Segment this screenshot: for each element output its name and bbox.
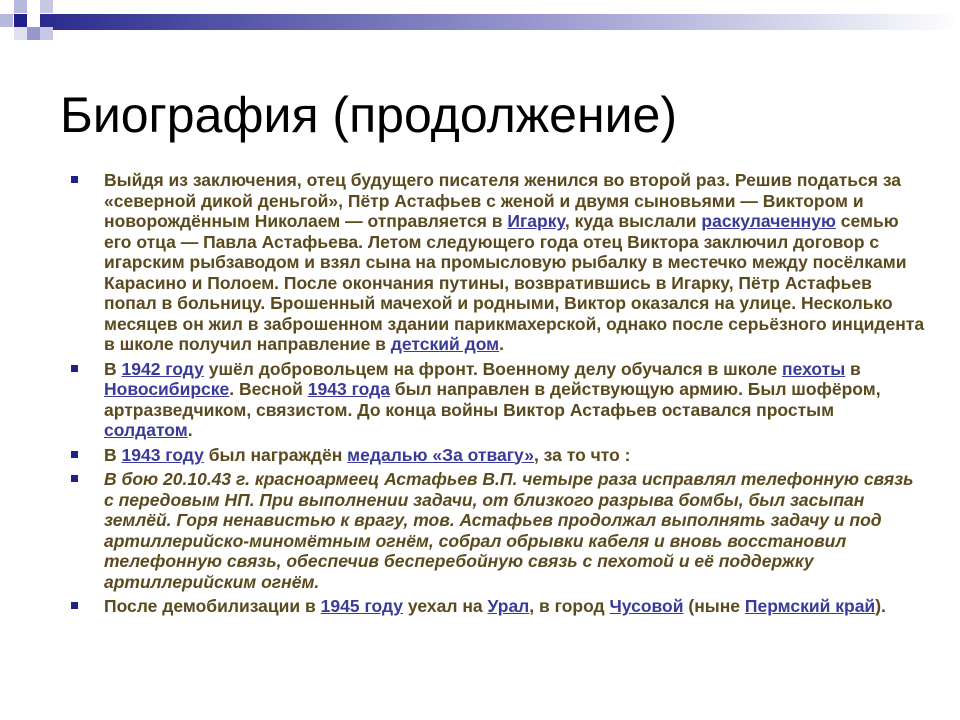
link-1943[interactable]: 1943 году bbox=[121, 444, 204, 465]
bullet-item-demobilization bbox=[86, 596, 926, 617]
link-pekhota[interactable]: пехоты bbox=[782, 358, 846, 379]
square-bullet-icon bbox=[71, 602, 78, 609]
text-segment: В bbox=[104, 444, 122, 465]
text-segment: . bbox=[499, 334, 505, 354]
text-segment: был направлен в действующую армию. Был шофёром, артразведчиком, связистом. До конца войны Виктор Астафьев оставался простым bbox=[104, 379, 881, 420]
text-segment: , в город bbox=[529, 596, 610, 616]
link-chusovoy[interactable]: Чусовой bbox=[609, 596, 684, 616]
citation-text: В бою 20.10.43 г. красноармеец Астафьев В.П. четыре раза исправлял телефонную связь с передовым НП. При выполнении задачи, от близкого разрыва бомбы, был засыпан землёй. Горя ненавистью к врагу, тов. Астафьев продолжал выполнять задачу и под артиллерийско-миномётным огнём, собрал обрывки кабеля и вновь восстановил телефонную связь, обеспечив бесперебойную связь с пехотой и её поддержку артиллерийским огнём. bbox=[104, 469, 914, 592]
text-segment: был награждён bbox=[203, 444, 348, 465]
square-bullet-icon bbox=[71, 176, 78, 183]
link-raskulachennuyu[interactable]: раскулаченную bbox=[701, 211, 836, 231]
deco-square-7 bbox=[14, 27, 27, 40]
deco-square-1 bbox=[14, 0, 27, 13]
link-soldat[interactable]: солдатом bbox=[104, 420, 188, 440]
text-segment: ушёл добровольцем на фронт. Военному делу обучался в школе bbox=[203, 358, 783, 379]
link-ural[interactable]: Урал bbox=[487, 596, 530, 616]
text-segment: в bbox=[845, 358, 861, 379]
link-medal-za-otvagu[interactable]: медалью «За отвагу» bbox=[347, 444, 534, 465]
bullet-item-childhood bbox=[86, 170, 926, 355]
square-bullet-icon bbox=[71, 451, 78, 458]
link-igarka[interactable]: Игарку bbox=[507, 211, 565, 231]
text-segment: , куда выслали bbox=[564, 211, 702, 231]
deco-square-6 bbox=[40, 27, 53, 40]
text-segment: (ныне bbox=[683, 596, 745, 616]
text-segment: . Весной bbox=[229, 379, 308, 399]
deco-square-5 bbox=[27, 27, 40, 40]
text-segment: . bbox=[187, 420, 193, 440]
deco-square-2 bbox=[0, 14, 13, 27]
link-permskiy-kray[interactable]: Пермский край bbox=[744, 596, 876, 616]
link-novosibirsk[interactable]: Новосибирске bbox=[104, 379, 230, 399]
text-segment: Выйдя из заключения, отец будущего писателя женился во второй раз. Решив податься за «северной дикой деньгой», Пётр Астафьев с женой и двумя сыновьями — Виктором и новорождённым Николаем — отправляется в bbox=[104, 170, 902, 231]
bullet-item-medal bbox=[86, 445, 926, 466]
link-1943-spring[interactable]: 1943 года bbox=[307, 379, 390, 399]
text-segment: После демобилизации в bbox=[104, 596, 321, 616]
deco-square-3 bbox=[14, 14, 27, 27]
bullet-item-citation bbox=[86, 469, 926, 592]
bullet-item-front bbox=[86, 359, 926, 441]
link-1942[interactable]: 1942 году bbox=[121, 358, 204, 379]
text-segment: уехал на bbox=[403, 596, 488, 616]
deco-square-4 bbox=[40, 0, 53, 13]
bullet-list bbox=[86, 170, 926, 621]
square-bullet-icon bbox=[71, 365, 78, 372]
text-segment: , за то что : bbox=[533, 444, 631, 465]
link-detskiy-dom[interactable]: детский дом bbox=[390, 334, 500, 354]
text-segment: семью его отца — Павла Астафьева. Летом следующего года отец Виктора заключил договор с игарским рыбзаводом и взял сына на промысловую рыбалку в местечко между посёлками Карасино и Полоем. После окончания путины, возвратившись в Игарку, Пётр Астафьев попал в больницу. Брошенный мачехой и родными, Виктор оказался на улице. Несколько месяцев он жил в заброшенном здании парикмахерской, однако после серьёзного инцидента в школе получил направление в bbox=[104, 211, 925, 354]
link-1945[interactable]: 1945 году bbox=[320, 596, 404, 616]
header-decoration bbox=[0, 0, 960, 60]
text-segment: ). bbox=[875, 596, 886, 616]
header-gradient-band bbox=[40, 14, 960, 30]
square-bullet-icon bbox=[71, 475, 78, 482]
text-segment: В bbox=[104, 358, 122, 379]
slide-title: Биография (продолжение) bbox=[60, 87, 677, 143]
